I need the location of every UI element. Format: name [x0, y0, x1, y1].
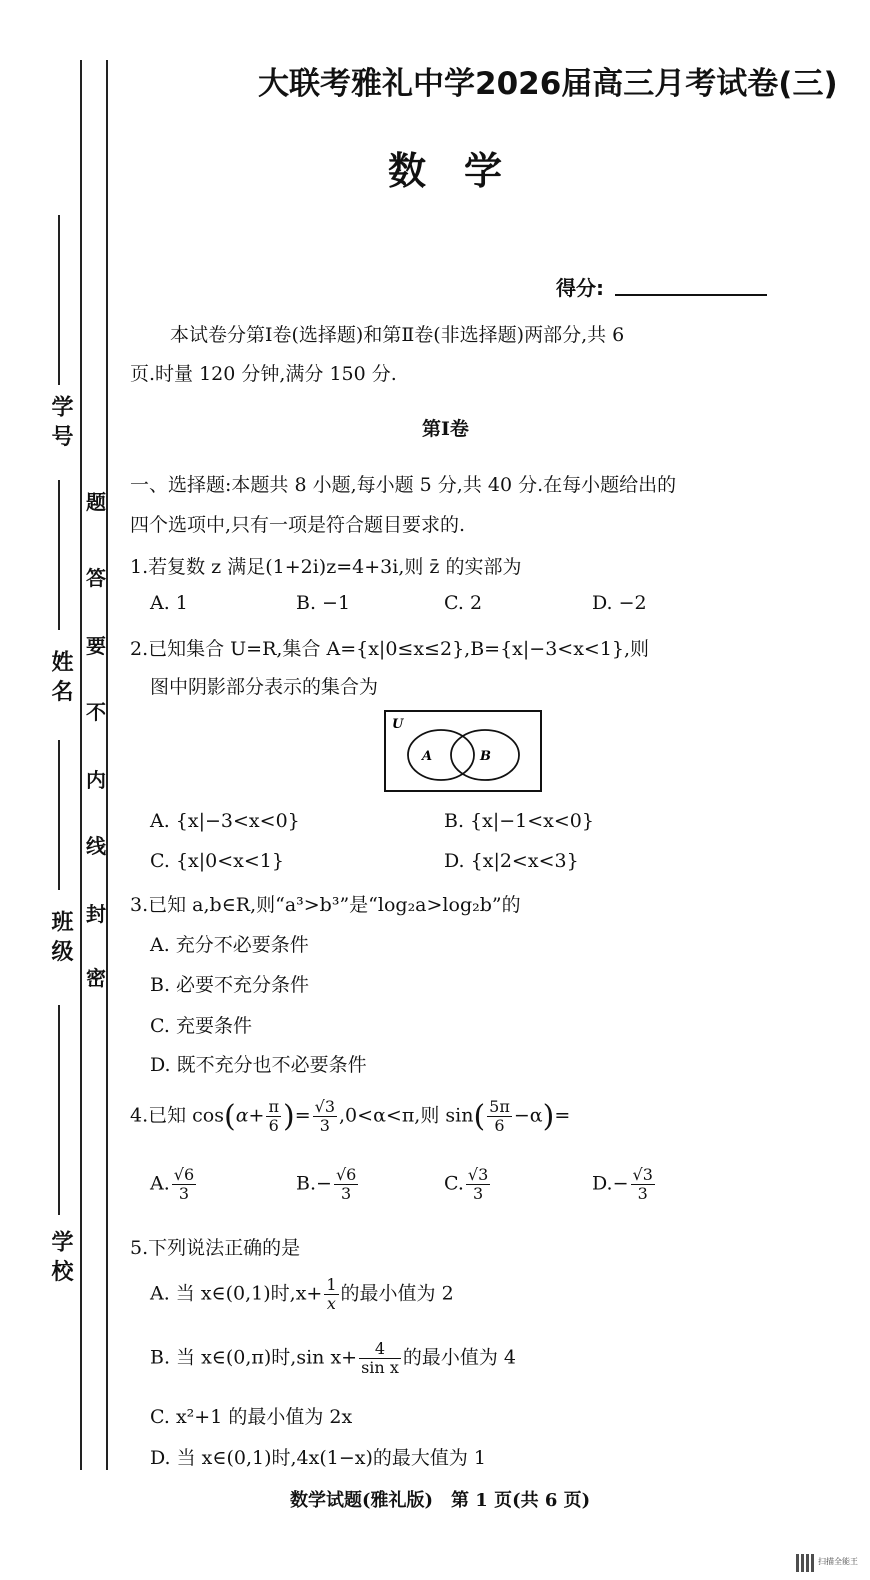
q5-option-c: C. x²+1 的最小值为 2x [150, 1406, 353, 1428]
venn-set-b-label: B [480, 749, 491, 764]
q4-option-b-num: √6 [335, 1165, 357, 1184]
q5-stem: 5.下列说法正确的是 [130, 1237, 301, 1259]
school-underline [58, 1005, 60, 1215]
q5-option-b [150, 1340, 516, 1377]
section-heading-line-2: 四个选项中,只有一项是符合题目要求的. [130, 514, 466, 536]
intro-line-1: 本试卷分第Ⅰ卷(选择题)和第Ⅱ卷(非选择题)两部分,共 6 [170, 324, 625, 346]
name-label: 姓 名 [48, 650, 73, 702]
q3-option-d: D. 既不充分也不必要条件 [150, 1054, 367, 1076]
venn-set-a-label: A [422, 749, 433, 764]
intro-line-2: 页.时量 120 分钟,满分 150 分. [130, 363, 397, 385]
seal-char: 密 [86, 966, 106, 990]
q1-stem: 1.若复数 z 满足(1+2i)z=4+3i,则 z̄ 的实部为 [130, 556, 522, 578]
venn-diagram [384, 710, 542, 792]
q1-option-c: C. 2 [444, 592, 483, 614]
q5-option-b-post: 的最小值为 4 [402, 1346, 516, 1369]
q4-option-d-label: D. [592, 1172, 613, 1195]
q4-minus-alpha: −α [513, 1104, 543, 1127]
q4-option-a [150, 1166, 198, 1203]
q2-option-d: D. {x|2<x<3} [444, 850, 579, 872]
q3-option-c: C. 充要条件 [150, 1015, 252, 1037]
subject-title: 数 学 [388, 149, 503, 193]
student-id-underline [58, 215, 60, 385]
qr-code-icon [796, 1554, 814, 1572]
class-label: 班 级 [48, 910, 73, 962]
q4-six-2: 6 [494, 1116, 505, 1135]
score-label: 得分: [556, 276, 604, 300]
q5-option-d: D. 当 x∈(0,1)时,4x(1−x)的最大值为 1 [150, 1447, 487, 1469]
q3-option-a: A. 充分不必要条件 [150, 934, 309, 956]
q5-option-a [150, 1276, 454, 1313]
q4-sqrt3: √3 [314, 1097, 336, 1116]
score-blank[interactable] [615, 294, 767, 296]
seal-char: 要 [86, 634, 106, 658]
q4-end: = [554, 1104, 571, 1127]
seal-char: 线 [86, 834, 106, 858]
q4-stem: 4.已知 cos(α+ $\frac{\pi}{6}$ )= $\frac{√3}{3}$ ,0<α<π,则 sin( $\frac{5\pi}{6}$ −α)= [130, 1097, 571, 1135]
q5-option-a-num: 1 [326, 1275, 337, 1294]
q4-option-c [444, 1166, 492, 1203]
q4-alpha-plus: α+ [235, 1104, 265, 1127]
q5-option-a-post: 的最小值为 2 [340, 1282, 454, 1305]
q2-option-c: C. {x|0<x<1} [150, 850, 284, 872]
scanner-watermark: 扫描全能王 [818, 1557, 858, 1566]
seal-char: 内 [86, 768, 106, 792]
q3-option-b: B. 必要不充分条件 [150, 974, 310, 996]
q4-condition: ,0<α<π,则 sin [339, 1104, 474, 1127]
seal-char: 题 [86, 490, 106, 514]
q1-option-d: D. −2 [592, 592, 647, 614]
q4-eq: = [294, 1104, 311, 1127]
q4-option-d-den: 3 [637, 1184, 648, 1203]
page-footer: 数学试题(雅礼版) 第 1 页(共 6 页) [290, 1490, 591, 1511]
q1-option-a: A. 1 [150, 592, 188, 614]
q4-option-d [592, 1166, 657, 1203]
q4-option-c-num: √3 [467, 1165, 489, 1184]
q4-option-b-den: 3 [341, 1184, 352, 1203]
q4-six: 6 [268, 1116, 279, 1135]
q5-option-a-pre: A. 当 x∈(0,1)时,x+ [150, 1282, 323, 1305]
q2-stem-line-1: 2.已知集合 U=R,集合 A={x|0≤x≤2},B={x|−3<x<1},则 [130, 638, 650, 660]
q4-stem-a: 4.已知 cos [130, 1104, 224, 1127]
volume-label: 第Ⅰ卷 [422, 418, 469, 440]
q3-stem: 3.已知 a,b∈R,则“a³>b³”是“log₂a>log₂b”的 [130, 894, 521, 916]
student-id-label: 学 号 [48, 395, 73, 447]
q5-option-b-den: sin x [361, 1358, 399, 1377]
q4-five-pi: 5π [489, 1097, 510, 1116]
q5-option-b-num: 4 [359, 1340, 401, 1359]
q4-option-d-sign: − [612, 1172, 629, 1195]
q4-option-a-label: A. [150, 1172, 170, 1195]
q4-option-a-den: 3 [178, 1184, 190, 1203]
q4-pi: π [268, 1097, 279, 1116]
q2-option-b: B. {x|−1<x<0} [444, 810, 594, 832]
q1-option-b: B. −1 [296, 592, 351, 614]
seal-char: 封 [86, 902, 106, 926]
section-heading-line-1: 一、选择题:本题共 8 小题,每小题 5 分,共 40 分.在每小题给出的 [130, 474, 677, 496]
class-underline [58, 740, 60, 890]
q4-option-c-label: C. [444, 1172, 464, 1195]
seal-char: 不 [86, 700, 106, 724]
exam-title: 大联考雅礼中学2026届高三月考试卷(三) [258, 66, 838, 102]
q4-option-b [296, 1166, 360, 1203]
q4-option-c-den: 3 [473, 1184, 484, 1203]
q2-option-a: A. {x|−3<x<0} [150, 810, 300, 832]
q5-option-b-pre: B. 当 x∈(0,π)时,sin x+ [150, 1346, 358, 1369]
name-underline [58, 480, 60, 630]
school-label: 学 校 [48, 1230, 73, 1282]
venn-universe-label: U [392, 717, 404, 732]
q4-option-a-num: √6 [173, 1165, 195, 1184]
q4-option-b-sign: − [316, 1172, 332, 1195]
q4-three: 3 [319, 1116, 330, 1135]
seal-char: 答 [86, 566, 106, 590]
q2-stem-line-2: 图中阴影部分表示的集合为 [150, 676, 379, 698]
q4-option-b-label: B. [296, 1172, 317, 1195]
q4-option-d-num: √3 [632, 1165, 653, 1184]
q5-option-a-den: x [326, 1294, 336, 1313]
